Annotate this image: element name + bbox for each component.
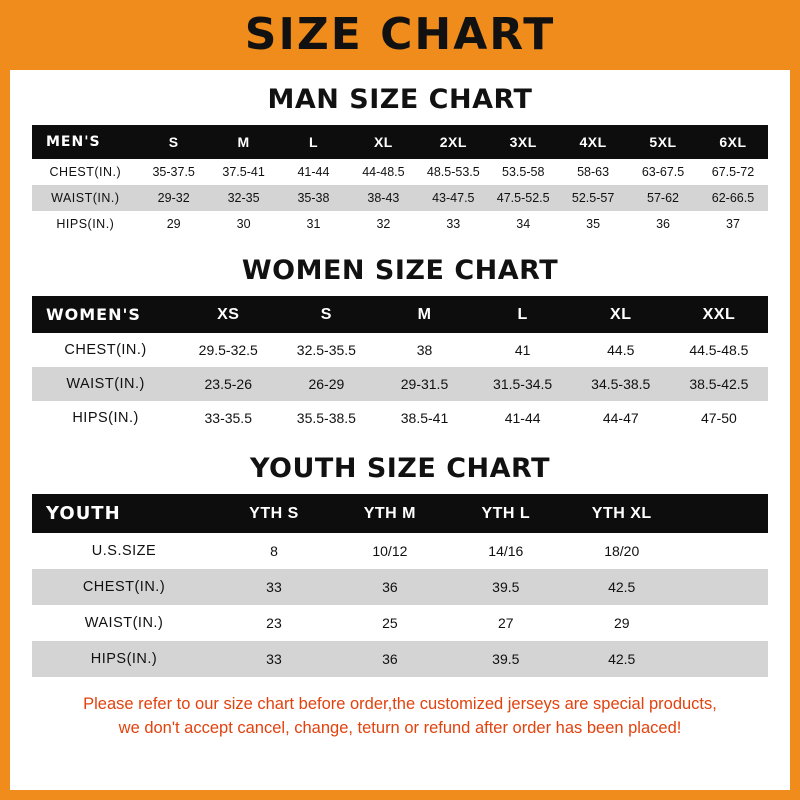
- women-cell-1-3: 31.5-34.5: [474, 367, 572, 401]
- youth-table-wrap: [10, 494, 790, 677]
- youth-cell-2-1: 25: [332, 605, 448, 641]
- youth-cell-0-2: 14/16: [448, 533, 564, 569]
- women-col-1: S: [277, 296, 375, 333]
- youth-cell-0-spacer: [680, 533, 768, 569]
- women-row-0-label: CHEST(IN.): [32, 333, 179, 367]
- women-cell-2-3: 41-44: [474, 401, 572, 435]
- men-col-0: S: [139, 125, 209, 159]
- youth-header-label: YOUTH: [32, 494, 216, 533]
- women-table-head: [32, 296, 768, 333]
- table-row: [32, 533, 768, 569]
- youth-row-0-label: U.S.SIZE: [32, 533, 216, 569]
- men-cell-2-6: 35: [558, 211, 628, 237]
- women-size-table: [32, 296, 768, 435]
- table-row: [32, 211, 768, 237]
- men-cell-0-8: 67.5-72: [698, 159, 768, 185]
- youth-cell-0-1: 10/12: [332, 533, 448, 569]
- men-col-8: 6XL: [698, 125, 768, 159]
- men-cell-0-3: 44-48.5: [348, 159, 418, 185]
- youth-col-1: YTH M: [332, 494, 448, 533]
- youth-cell-1-1: 36: [332, 569, 448, 605]
- men-col-2: L: [279, 125, 349, 159]
- table-header-row: [32, 296, 768, 333]
- youth-row-2-label: WAIST(IN.): [32, 605, 216, 641]
- women-col-0: XS: [179, 296, 277, 333]
- men-cell-2-0: 29: [139, 211, 209, 237]
- women-cell-1-0: 23.5-26: [179, 367, 277, 401]
- women-cell-1-5: 38.5-42.5: [670, 367, 768, 401]
- men-cell-2-3: 32: [348, 211, 418, 237]
- women-cell-1-4: 34.5-38.5: [572, 367, 670, 401]
- women-cell-2-2: 38.5-41: [375, 401, 473, 435]
- table-row: [32, 641, 768, 677]
- men-cell-1-7: 57-62: [628, 185, 698, 211]
- men-cell-0-2: 41-44: [279, 159, 349, 185]
- women-header-label: WOMEN'S: [32, 296, 179, 333]
- youth-col-2: YTH L: [448, 494, 564, 533]
- men-cell-2-5: 34: [488, 211, 558, 237]
- table-row: [32, 159, 768, 185]
- youth-table-head: [32, 494, 768, 533]
- footer-line-2: we don't accept cancel, change, teturn or refund after order has been placed!: [118, 718, 682, 737]
- table-row: [32, 367, 768, 401]
- youth-cell-3-3: 42.5: [564, 641, 680, 677]
- women-row-1-label: WAIST(IN.): [32, 367, 179, 401]
- men-size-table: [32, 125, 768, 237]
- youth-cell-3-2: 39.5: [448, 641, 564, 677]
- men-cell-2-2: 31: [279, 211, 349, 237]
- women-cell-1-2: 29-31.5: [375, 367, 473, 401]
- women-cell-0-3: 41: [474, 333, 572, 367]
- women-col-4: XL: [572, 296, 670, 333]
- women-cell-2-4: 44-47: [572, 401, 670, 435]
- youth-cell-3-1: 36: [332, 641, 448, 677]
- men-header-label: MEN'S: [32, 125, 139, 159]
- men-row-0-label: CHEST(IN.): [32, 159, 139, 185]
- men-cell-0-4: 48.5-53.5: [418, 159, 488, 185]
- footer-line-1: Please refer to our size chart before order,the customized jerseys are special products,: [83, 695, 717, 713]
- footer-note: [10, 683, 790, 741]
- men-col-4: 2XL: [418, 125, 488, 159]
- men-cell-1-2: 35-38: [279, 185, 349, 211]
- youth-col-3: YTH XL: [564, 494, 680, 533]
- men-cell-0-1: 37.5-41: [209, 159, 279, 185]
- table-row: [32, 401, 768, 435]
- men-cell-2-4: 33: [418, 211, 488, 237]
- youth-section-title: YOUTH SIZE CHART: [249, 453, 551, 484]
- men-cell-1-0: 29-32: [139, 185, 209, 211]
- youth-cell-1-0: 33: [216, 569, 332, 605]
- men-col-3: XL: [348, 125, 418, 159]
- men-row-1-label: WAIST(IN.): [32, 185, 139, 211]
- men-cell-1-5: 47.5-52.5: [488, 185, 558, 211]
- men-cell-1-6: 52.5-57: [558, 185, 628, 211]
- women-section-title: WOMEN SIZE CHART: [241, 255, 559, 286]
- table-row: [32, 605, 768, 641]
- table-row: [32, 185, 768, 211]
- men-cell-0-7: 63-67.5: [628, 159, 698, 185]
- men-section-title: MAN SIZE CHART: [267, 84, 533, 115]
- men-cell-0-5: 53.5-58: [488, 159, 558, 185]
- men-cell-2-1: 30: [209, 211, 279, 237]
- men-col-1: M: [209, 125, 279, 159]
- table-row: [32, 569, 768, 605]
- page-title: SIZE CHART: [244, 9, 556, 60]
- women-row-2-label: HIPS(IN.): [32, 401, 179, 435]
- page-header: [0, 0, 800, 70]
- women-cell-0-5: 44.5-48.5: [670, 333, 768, 367]
- youth-cell-1-3: 42.5: [564, 569, 680, 605]
- youth-cell-0-0: 8: [216, 533, 332, 569]
- men-cell-0-6: 58-63: [558, 159, 628, 185]
- men-col-5: 3XL: [488, 125, 558, 159]
- men-cell-1-3: 38-43: [348, 185, 418, 211]
- women-cell-0-2: 38: [375, 333, 473, 367]
- table-row: [32, 333, 768, 367]
- men-cell-1-8: 62-66.5: [698, 185, 768, 211]
- women-cell-0-1: 32.5-35.5: [277, 333, 375, 367]
- women-cell-2-1: 35.5-38.5: [277, 401, 375, 435]
- youth-row-3-label: HIPS(IN.): [32, 641, 216, 677]
- men-col-6: 4XL: [558, 125, 628, 159]
- table-header-row: [32, 125, 768, 159]
- youth-table-body: [32, 533, 768, 677]
- youth-cell-2-3: 29: [564, 605, 680, 641]
- women-cell-1-1: 26-29: [277, 367, 375, 401]
- youth-cell-3-0: 33: [216, 641, 332, 677]
- youth-cell-2-2: 27: [448, 605, 564, 641]
- women-cell-2-5: 47-50: [670, 401, 768, 435]
- youth-cell-0-3: 18/20: [564, 533, 680, 569]
- youth-cell-3-spacer: [680, 641, 768, 677]
- women-col-5: XXL: [670, 296, 768, 333]
- youth-row-1-label: CHEST(IN.): [32, 569, 216, 605]
- men-cell-2-8: 37: [698, 211, 768, 237]
- women-cell-0-4: 44.5: [572, 333, 670, 367]
- women-col-2: M: [375, 296, 473, 333]
- youth-cell-1-spacer: [680, 569, 768, 605]
- table-header-row: [32, 494, 768, 533]
- men-table-wrap: [10, 125, 790, 237]
- men-cell-1-4: 43-47.5: [418, 185, 488, 211]
- women-table-wrap: [10, 296, 790, 435]
- women-table-body: [32, 333, 768, 435]
- men-table-body: [32, 159, 768, 237]
- bottom-accent-bar: [0, 790, 800, 800]
- youth-cell-1-2: 39.5: [448, 569, 564, 605]
- women-cell-2-0: 33-35.5: [179, 401, 277, 435]
- men-row-2-label: HIPS(IN.): [32, 211, 139, 237]
- men-cell-2-7: 36: [628, 211, 698, 237]
- women-col-3: L: [474, 296, 572, 333]
- women-cell-0-0: 29.5-32.5: [179, 333, 277, 367]
- youth-col-0: YTH S: [216, 494, 332, 533]
- men-cell-1-1: 32-35: [209, 185, 279, 211]
- men-cell-0-0: 35-37.5: [139, 159, 209, 185]
- youth-cell-2-spacer: [680, 605, 768, 641]
- men-table-head: [32, 125, 768, 159]
- men-col-7: 5XL: [628, 125, 698, 159]
- youth-col-spacer: [680, 494, 768, 533]
- youth-size-table: [32, 494, 768, 677]
- youth-cell-2-0: 23: [216, 605, 332, 641]
